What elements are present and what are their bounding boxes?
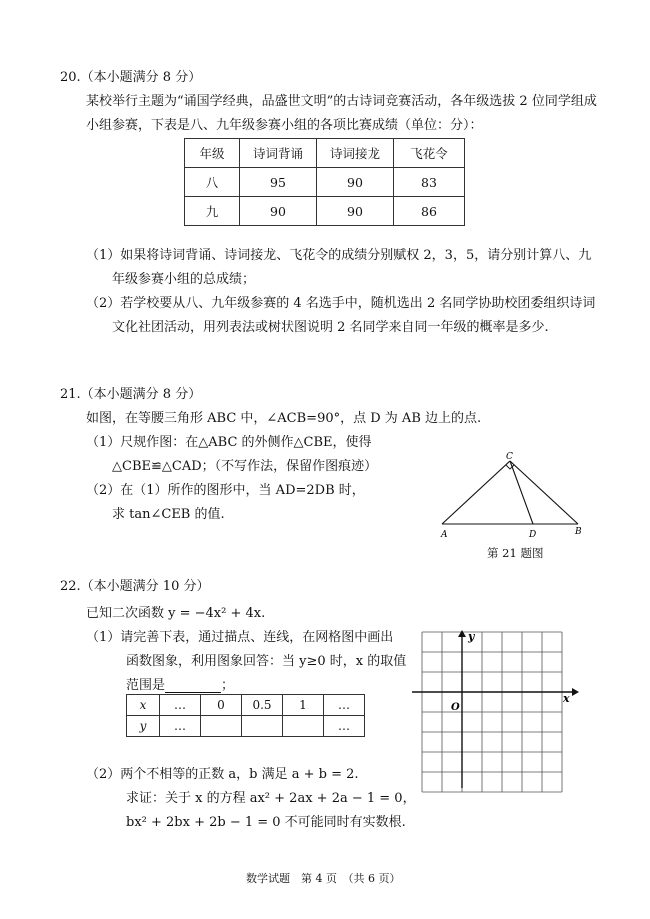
table-cell: x [127,695,160,716]
q22-part2-a: （2）两个不相等的正数 a，b 满足 a + b = 2. [86,767,359,782]
q22-part1-b: 函数图象，利用图象回答：当 y≥0 时，x 的取值 [126,654,407,669]
q22-part2-b: 求证：关于 x 的方程 ax² + 2ax + 2a − 1 = 0， [126,791,416,806]
q21-figure-caption: 第 21 题图 [487,546,544,560]
q20-score-table [184,138,465,226]
y-axis-arrow-icon [458,630,466,637]
x-axis-label: x [563,692,570,705]
q21-part2-a: （2）在（1）所作的图形中，当 AD=2DB 时， [86,483,365,498]
table-row [127,695,365,716]
q22-part2-c: bx² + 2bx + 2b − 1 = 0 不可能同时有实数根. [126,815,406,830]
table-header-cell: 诗词背诵 [240,139,317,168]
q21-part1-a: （1）尺规作图：在△ABC 的外侧作△CBE，使得 [86,435,372,450]
table-cell: 90 [317,197,394,226]
table-cell: 0 [201,695,242,716]
table-cell: 83 [394,168,465,197]
label-a: A [441,530,448,540]
table-cell: 95 [240,168,317,197]
table-row [185,197,465,226]
q20-part1-b: 年级参赛小组的总成绩； [112,272,256,287]
label-c: C [506,452,513,462]
q21-part2-b: 求 tan∠CEB 的值. [112,507,225,522]
y-axis-label: y [468,630,475,643]
table-cell: 86 [394,197,465,226]
table-cell: … [324,716,365,737]
table-header-row [185,139,465,168]
label-b: B [575,527,582,537]
q22-part1-c [126,674,234,693]
table-header-cell: 诗词接龙 [317,139,394,168]
table-cell: 0.5 [242,695,283,716]
q20-intro-2: 小组参赛，下表是八、九年级参赛小组的各项比赛成绩（单位：分）： [86,118,483,133]
q22-header: 22.（本小题满分 10 分） [60,579,210,594]
q20-intro-1: 某校举行主题为“诵国学经典，品盛世文明”的古诗词竞赛活动，各年级选拔 2 位同学组成 [86,94,597,109]
table-cell [242,716,283,737]
q20-part2-b: 文化社团活动，用列表法或树状图说明 2 名同学来自同一年级的概率是多少. [112,320,549,335]
side-ac [442,461,510,524]
table-cell: 1 [283,695,324,716]
table-cell: y [127,716,160,737]
q21-part1-b: △CBE≌△CAD；（不写作法，保留作图痕迹） [112,459,378,474]
answer-blank [165,680,221,693]
x-axis-arrow-icon [572,688,579,696]
table-row [127,716,365,737]
table-cell [201,716,242,737]
q22-given: 已知二次函数 y = −4x² + 4x. [86,606,266,621]
origin-label: O [451,702,460,713]
table-cell: 九 [185,197,240,226]
range-punct: ； [221,678,235,693]
table-cell: 八 [185,168,240,197]
label-d: D [529,530,537,540]
q22-part1-a: （1）请完善下表，通过描点、连线，在网格图中画出 [86,630,394,645]
table-header-cell: 年级 [185,139,240,168]
q20-part2-a: （2）若学校要从八、九年级参赛的 4 名选手中，随机选出 2 名同学协助校团委组织诗词 [86,296,596,311]
table-cell: … [160,695,201,716]
q20-part1-a: （1）如果将诗词背诵、诗词接龙、飞花令的成绩分别赋权 2，3，5，请分别计算八、九 [86,248,592,263]
q21-header: 21.（本小题满分 8 分） [60,387,202,402]
q21-triangle-figure [430,448,600,543]
side-cb [510,461,578,524]
q22-value-table [126,694,365,737]
range-label: 范围是 [126,678,166,693]
q22-coordinate-grid [410,628,580,794]
q20-header: 20.（本小题满分 8 分） [60,70,202,85]
table-cell: 90 [240,197,317,226]
page-footer: 数学试题 第 4 页 （共 6 页） [246,872,401,885]
q21-intro: 如图，在等腰三角形 ABC 中，∠ACB=90°，点 D 为 AB 边上的点. [86,411,482,426]
table-cell: … [160,716,201,737]
table-row [185,168,465,197]
table-cell: … [324,695,365,716]
table-cell [283,716,324,737]
segment-cd [510,461,533,524]
grid-lines [422,632,562,792]
table-cell: 90 [317,168,394,197]
table-header-cell: 飞花令 [394,139,465,168]
